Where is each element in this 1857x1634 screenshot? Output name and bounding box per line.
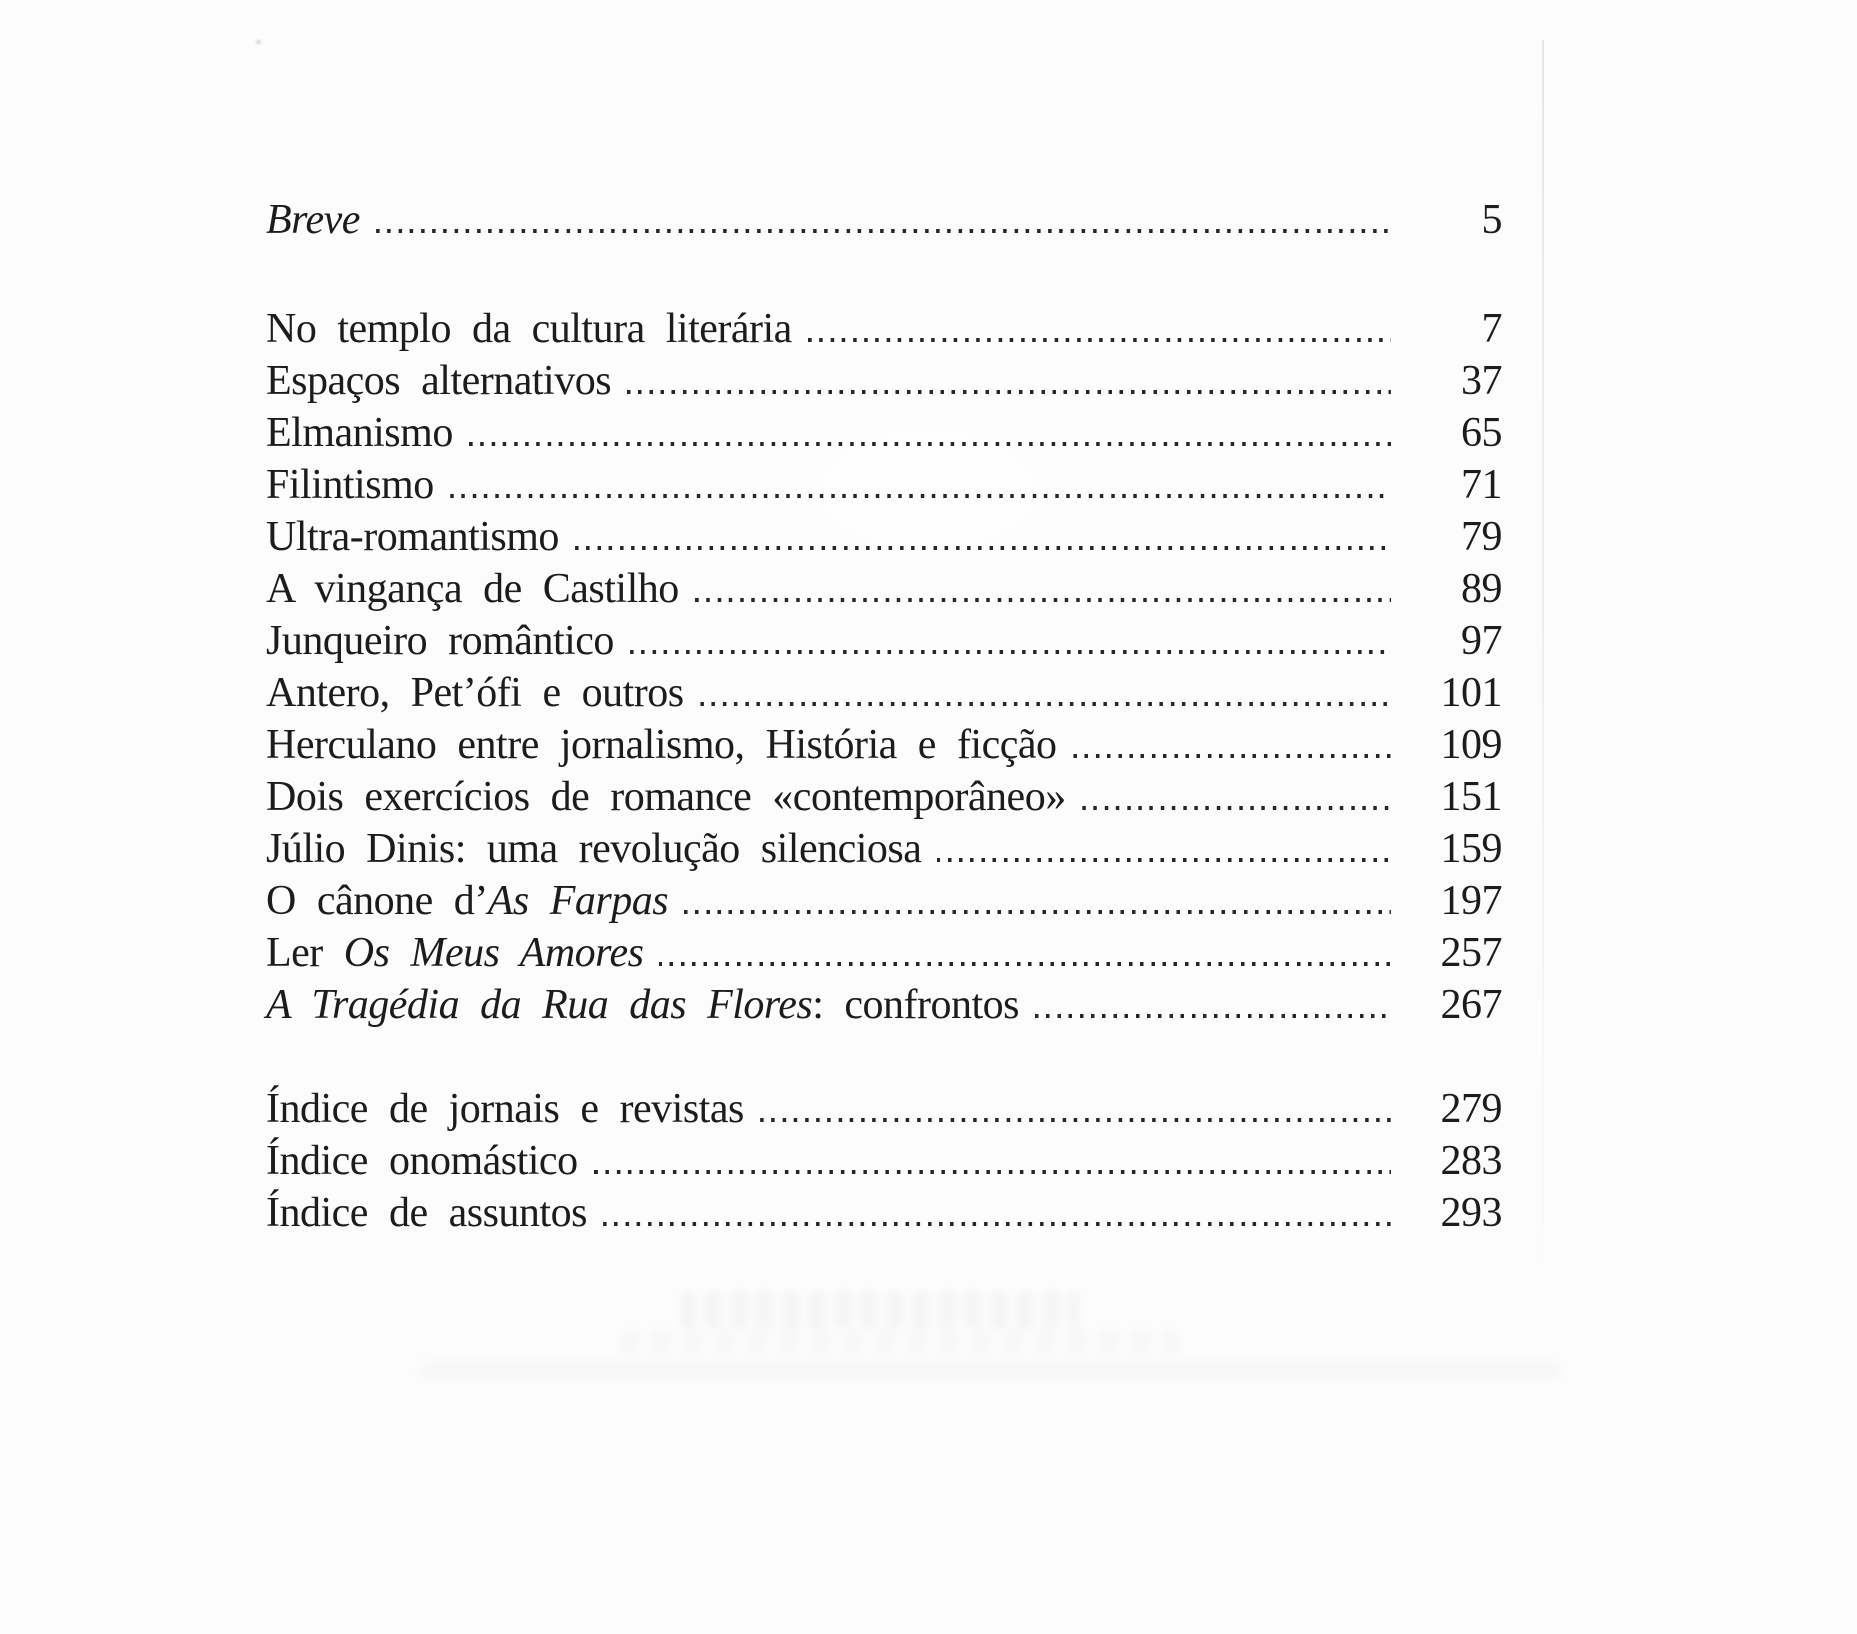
toc-entry-title xyxy=(266,355,611,407)
toc-section-chapters xyxy=(266,303,1502,1031)
toc-entry-page-number: 7 xyxy=(1481,306,1502,352)
toc-entry-title xyxy=(266,1083,744,1135)
toc-title-segment: Espaços alternativos xyxy=(266,358,612,404)
toc-title-segment: Dois exercícios de romance «contemporâneo» xyxy=(266,774,1066,820)
dot-leader xyxy=(469,442,1391,446)
toc-row xyxy=(266,615,1502,667)
toc-entry-page-number: 101 xyxy=(1440,670,1502,716)
dot-leader xyxy=(1073,754,1391,758)
toc-row xyxy=(266,823,1502,875)
toc-section-preface xyxy=(266,194,1502,246)
dot-leader xyxy=(684,910,1391,914)
toc-title-segment: A vingança de Castilho xyxy=(266,566,679,612)
toc-title-segment: Índice onomástico xyxy=(266,1138,578,1184)
toc-entry-title xyxy=(266,1135,578,1187)
dot-leader xyxy=(603,1222,1391,1226)
toc-row xyxy=(266,194,1502,246)
dot-leader xyxy=(700,702,1391,706)
toc-row xyxy=(266,407,1502,459)
dot-leader xyxy=(575,546,1391,550)
dot-leader xyxy=(450,494,1391,498)
toc-entry-title xyxy=(266,875,668,927)
toc-title-segment-italic: Breve xyxy=(266,197,360,243)
toc-entry-page-number: 197 xyxy=(1440,878,1502,924)
toc-entry-page-number: 293 xyxy=(1440,1190,1502,1236)
toc-entry-page-number: 267 xyxy=(1440,982,1502,1028)
dot-leader xyxy=(594,1170,1391,1174)
toc-row xyxy=(266,719,1502,771)
toc-title-segment: Filintismo xyxy=(266,462,434,508)
toc-title-segment: Ultra-romantismo xyxy=(266,514,559,560)
toc-row xyxy=(266,1083,1502,1135)
toc-row xyxy=(266,979,1502,1031)
toc-row xyxy=(266,511,1502,563)
toc-row xyxy=(266,875,1502,927)
toc-row xyxy=(266,459,1502,511)
toc-entry-title xyxy=(266,979,1019,1031)
toc-entry-title xyxy=(266,459,434,511)
dot-leader xyxy=(937,858,1391,862)
dot-leader xyxy=(376,229,1391,233)
toc-entry-page-number: 283 xyxy=(1440,1138,1502,1184)
toc-title-segment: Herculano entre jornalismo, História e ficção xyxy=(266,722,1057,768)
dot-leader xyxy=(630,650,1391,654)
scan-page-edge-line xyxy=(1542,40,1544,1293)
toc-entry-title xyxy=(266,194,360,246)
toc-entry-title xyxy=(266,511,559,563)
toc-entry-title xyxy=(266,1187,587,1239)
toc-row xyxy=(266,303,1502,355)
toc-row xyxy=(266,927,1502,979)
toc-entry-page-number: 279 xyxy=(1440,1086,1502,1132)
toc-entry-page-number: 257 xyxy=(1440,930,1502,976)
toc-title-segment: Junqueiro romântico xyxy=(266,618,614,664)
toc-title-segment: Elmanismo xyxy=(266,410,453,456)
toc-title-segment: Júlio Dinis: uma revolução silenciosa xyxy=(266,826,922,872)
toc-entry-title xyxy=(266,771,1066,823)
toc-title-segment: Índice de assuntos xyxy=(266,1190,587,1236)
table-of-contents xyxy=(266,194,1502,1239)
toc-row xyxy=(266,355,1502,407)
toc-row xyxy=(266,1187,1502,1239)
toc-title-segment: : confrontos xyxy=(812,982,1019,1028)
toc-entry-page-number: 97 xyxy=(1461,618,1502,664)
toc-section-indexes xyxy=(266,1083,1502,1239)
toc-title-segment-italic: A Tragédia da Rua das Flores xyxy=(266,982,813,1028)
toc-entry-title xyxy=(266,823,921,875)
toc-entry-page-number: 109 xyxy=(1440,722,1502,768)
ink-bleed-through-artifact xyxy=(620,1330,1180,1354)
toc-entry-page-number: 65 xyxy=(1461,410,1502,456)
toc-title-segment: O cânone d’ xyxy=(266,878,488,924)
dot-leader xyxy=(1082,806,1391,810)
toc-entry-title xyxy=(266,719,1057,771)
toc-entry-page-number: 159 xyxy=(1440,826,1502,872)
toc-entry-title xyxy=(266,615,614,667)
toc-title-segment-italic: Os Meus Amores xyxy=(343,930,644,976)
scan-speck-artifact xyxy=(256,40,261,44)
dot-leader xyxy=(627,390,1391,394)
dot-leader xyxy=(695,598,1391,602)
toc-entry-page-number: 37 xyxy=(1461,358,1502,404)
toc-title-segment-italic: As Farpas xyxy=(487,878,669,924)
dot-leader xyxy=(1035,1014,1391,1018)
dot-leader xyxy=(808,338,1391,342)
dot-leader xyxy=(760,1118,1391,1122)
toc-row xyxy=(266,563,1502,615)
toc-row xyxy=(266,1135,1502,1187)
toc-entry-title xyxy=(266,407,453,459)
toc-entry-title xyxy=(266,927,643,979)
toc-title-segment: Índice de jornais e revistas xyxy=(266,1086,744,1132)
toc-entry-page-number: 151 xyxy=(1440,774,1502,820)
scan-shading-band xyxy=(420,1362,1560,1378)
toc-entry-page-number: 5 xyxy=(1481,197,1502,243)
toc-row xyxy=(266,771,1502,823)
toc-title-segment: No templo da cultura literária xyxy=(266,306,792,352)
toc-row xyxy=(266,667,1502,719)
toc-entry-title xyxy=(266,667,684,719)
toc-entry-page-number: 71 xyxy=(1461,462,1502,508)
toc-title-segment: Antero, Pet’ófi e outros xyxy=(266,670,684,716)
ink-bleed-through-artifact xyxy=(680,1292,1080,1328)
toc-title-segment: Ler xyxy=(266,930,344,976)
toc-entry-title xyxy=(266,563,679,615)
toc-entry-title xyxy=(266,303,792,355)
toc-entry-page-number: 79 xyxy=(1461,514,1502,560)
dot-leader xyxy=(659,962,1391,966)
toc-entry-page-number: 89 xyxy=(1461,566,1502,612)
